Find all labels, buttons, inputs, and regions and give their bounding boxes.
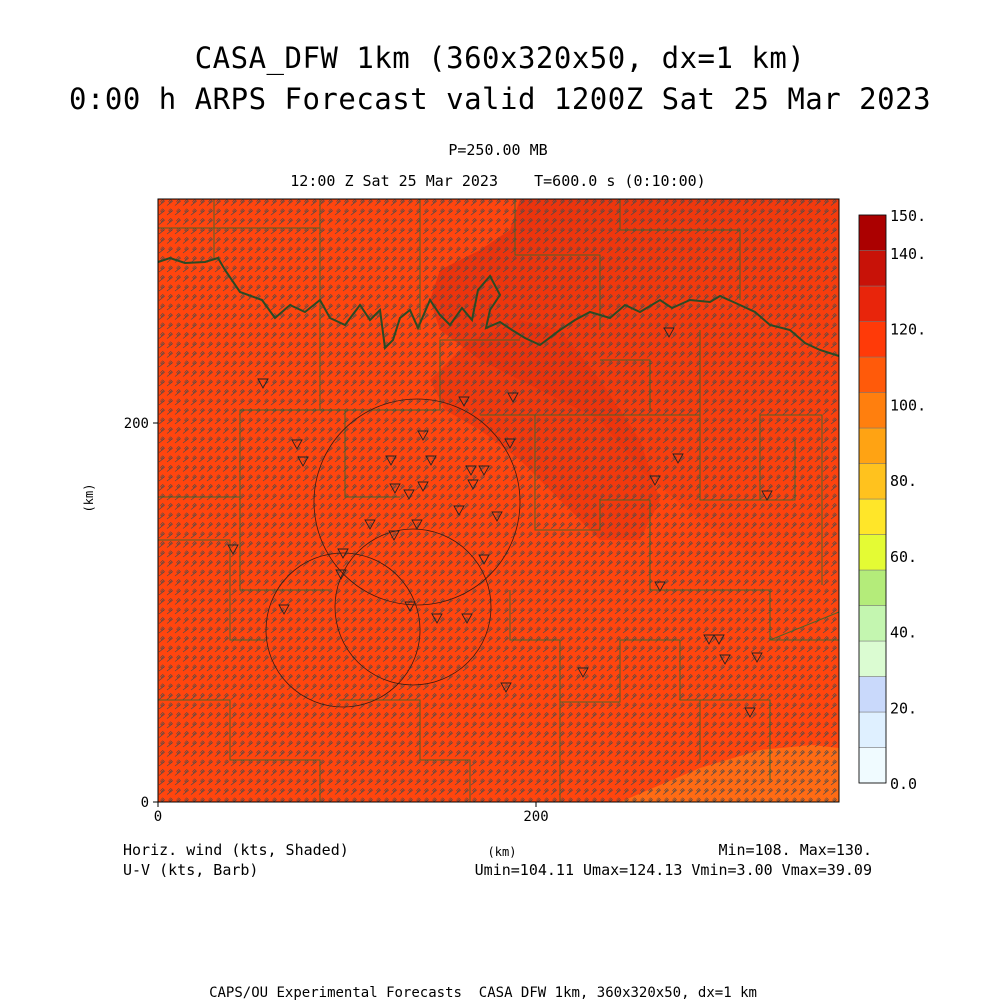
y-tick-label: 200 (123, 416, 149, 432)
colorbar-label: 80. (890, 472, 918, 491)
forecast-valid-title: 0:00 h ARPS Forecast valid 1200Z Sat 25 Mar 2023 (68, 82, 932, 116)
min-max-readout: Min=108. Max=130. (718, 841, 872, 859)
x-tick-label: 200 (523, 809, 549, 825)
x-axis-label: (km) (487, 845, 517, 859)
x-tick-label: 0 (153, 809, 163, 825)
colorbar-segment (859, 322, 886, 358)
colorbar-label: 100. (890, 396, 927, 415)
colorbar-segment (859, 357, 886, 393)
colorbar-segment (859, 464, 886, 500)
colorbar-segment (859, 286, 886, 322)
y-tick-label: 0 (140, 795, 149, 811)
uv-range-readout: Umin=104.11 Umax=124.13 Vmin=3.00 Vmax=39.09 (474, 861, 872, 879)
colorbar-segment (859, 748, 886, 784)
colorbar-label: 0.0 (890, 775, 918, 793)
colorbar-segment (859, 251, 886, 287)
colorbar (859, 215, 886, 783)
colorbar-segment (859, 215, 886, 251)
colorbar-segment (859, 712, 886, 748)
y-axis-label: (km) (82, 483, 96, 513)
colorbar-segment (859, 499, 886, 535)
credit-line: CAPS/OU Experimental Forecasts CASA DFW 1km, 360x320x50, dx=1 km (209, 985, 757, 1001)
valid-time: 12:00 Z Sat 25 Mar 2023 T=600.0 s (0:10:00) (290, 172, 706, 190)
colorbar-label: 150. (890, 207, 927, 225)
pressure-level: P=250.00 MB (448, 141, 548, 159)
barb-legend: U-V (kts, Barb) (123, 861, 259, 879)
colorbar-label: 60. (890, 547, 918, 566)
colorbar-segment (859, 677, 886, 713)
colorbar-segment (859, 641, 886, 677)
colorbar-label: 140. (890, 244, 927, 263)
shading-legend: Horiz. wind (kts, Shaded) (123, 841, 349, 859)
colorbar-label: 20. (890, 699, 918, 718)
colorbar-label: 120. (890, 320, 927, 339)
colorbar-segment (859, 428, 886, 464)
colorbar-segment (859, 606, 886, 642)
colorbar-segment (859, 393, 886, 429)
colorbar-labels (890, 207, 926, 793)
plot-title: CASA_DFW 1km (360x320x50, dx=1 km) (194, 41, 806, 75)
colorbar-segment (859, 570, 886, 606)
colorbar-label: 40. (890, 623, 918, 642)
colorbar-segment (859, 535, 886, 571)
